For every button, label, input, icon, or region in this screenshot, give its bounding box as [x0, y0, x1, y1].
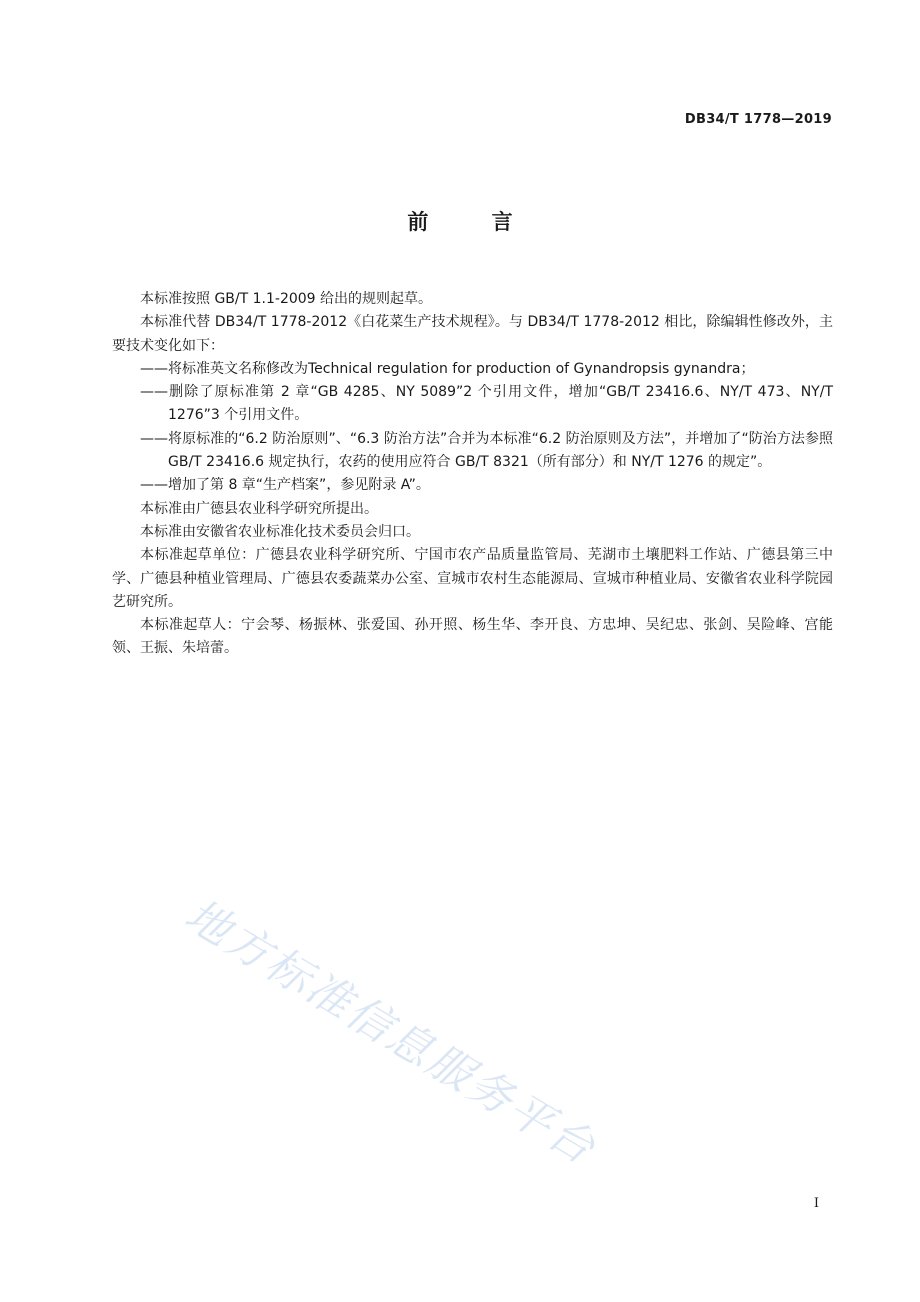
watermark: 地方标准信息服务平台	[176, 889, 606, 1176]
proposer-paragraph: 本标准由广德县农业科学研究所提出。	[140, 500, 378, 517]
change-item-english-name: ——将标准英文名称修改为Technical regulation for production of Gynandropsis gynandra；	[140, 360, 755, 377]
document-code: DB34/T 1778—2019	[684, 112, 832, 127]
page-title: 前 言	[407, 210, 541, 234]
committee-paragraph: 本标准由安徽省农业标准化技术委员会归口。	[140, 523, 420, 540]
document-body	[112, 288, 833, 661]
drafters-paragraph: 本标准起草人：宁会琴、杨振林、张爱国、孙开照、杨生华、李开良、方忠坤、吴纪忠、张剑、吴险峰、宫能领、王振、朱培蕾。	[112, 617, 833, 657]
drafting-units-paragraph: 本标准起草单位：广德县农业科学研究所、宁国市农产品质量监管局、芜湖市土壤肥料工作站、广德县第三中学、广德县种植业管理局、广德县农委蔬菜办公室、宣城市农村生态能源局、宣城市种植业局、安徽省农业科学院园艺研究所。	[112, 547, 833, 610]
replacement-paragraph: 本标准代替 DB34/T 1778-2012《白花菜生产技术规程》。与 DB34/T 1778-2012 相比，除编辑性修改外，主要技术变化如下：	[112, 314, 833, 354]
change-item-prevention: ——将原标准的“6.2 防治原则”、“6.3 防治方法”合并为本标准“6.2 防治原则及方法”，并增加了“防治方法参照 GB/T 23416.6 规定执行，农药的使用应符合 GB/T 8321（所有部分）和 NY/T 1276 的规定”。	[140, 430, 833, 471]
change-item-production-records: ——增加了第 8 章“生产档案”，参见附录 A”。	[140, 477, 430, 494]
drafting-rules-paragraph: 本标准按照 GB/T 1.1-2009 给出的规则起草。	[140, 291, 433, 307]
change-item-references: ——删除了原标准第 2 章“GB 4285、NY 5089”2 个引用文件，增加“GB/T 23416.6、NY/T 473、NY/T 1276”3 个引用文件。	[140, 384, 833, 424]
page-number: I	[813, 1196, 819, 1211]
